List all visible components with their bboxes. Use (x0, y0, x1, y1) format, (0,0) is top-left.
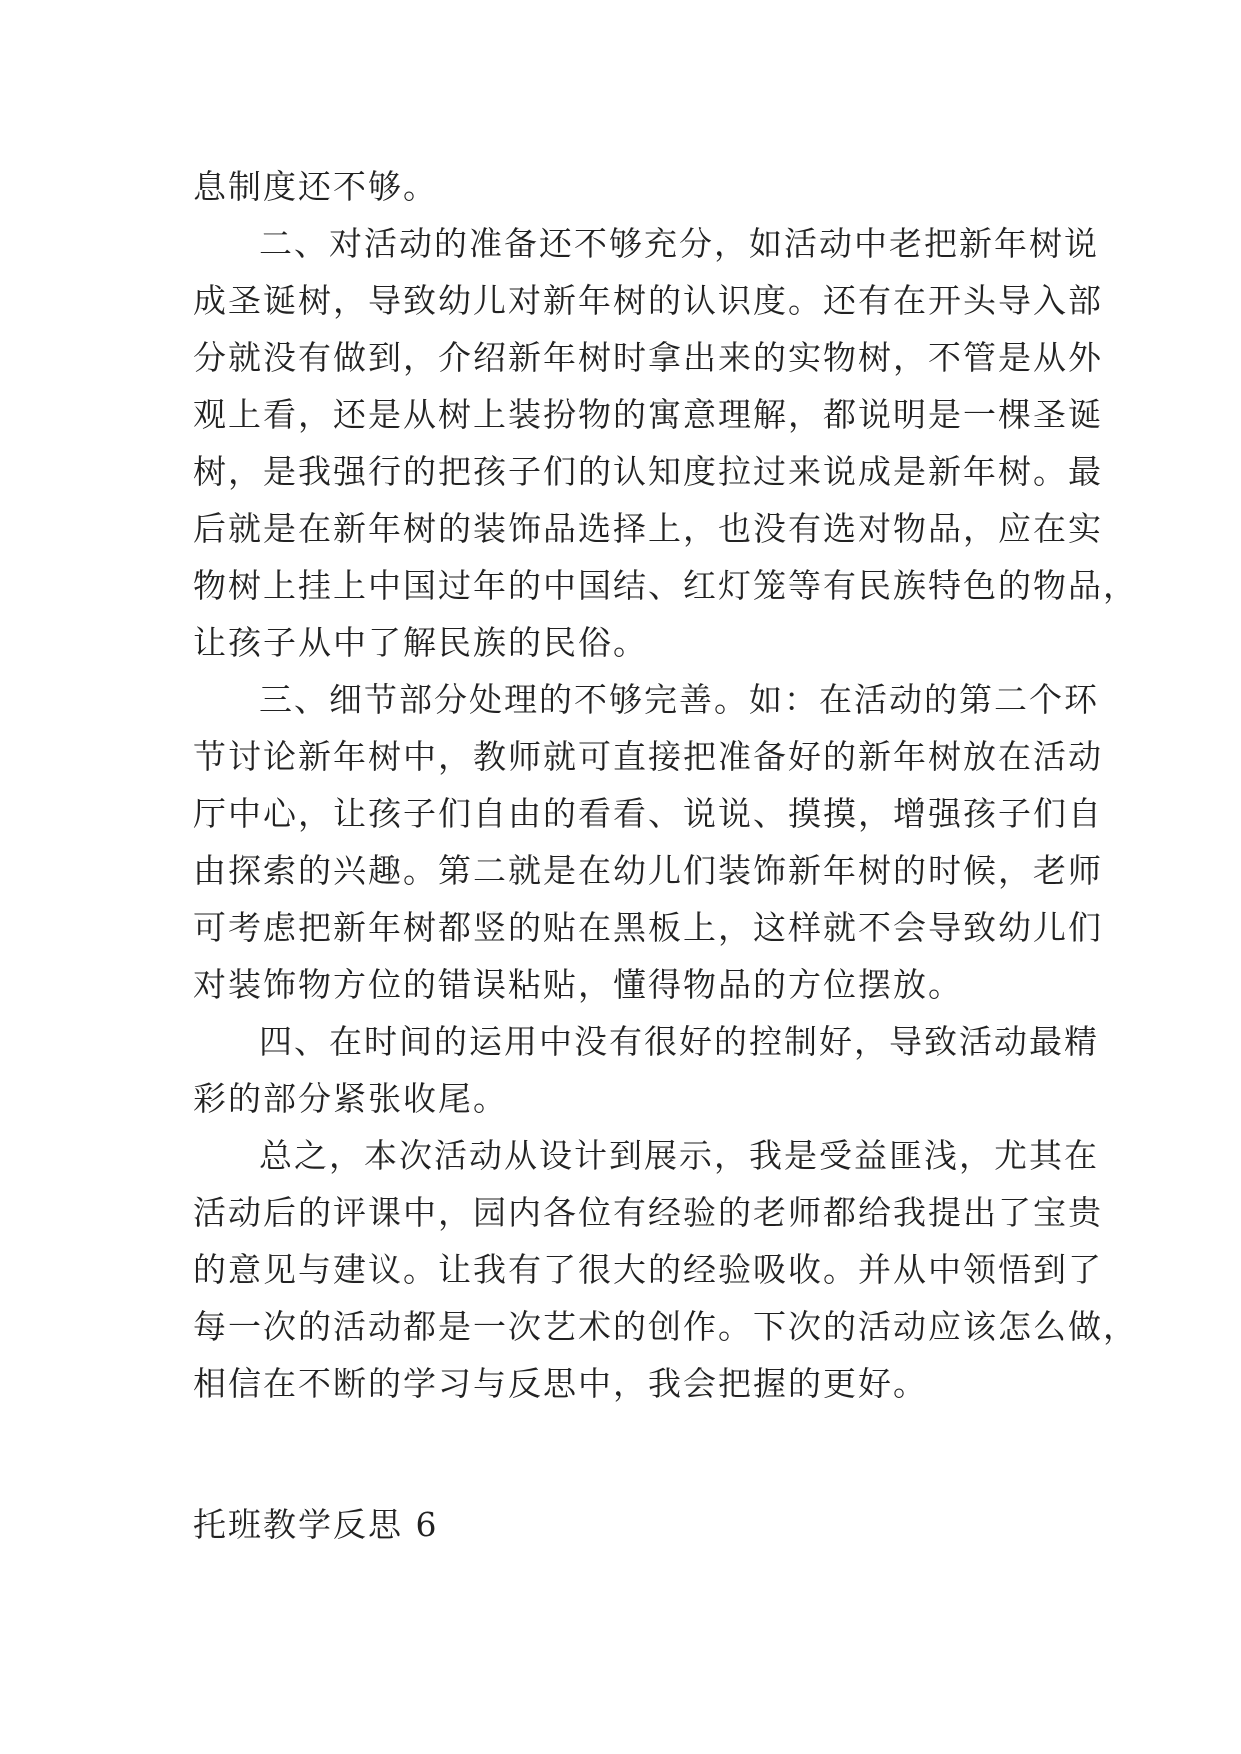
text-line: 节讨论新年树中，教师就可直接把准备好的新年树放在活动 (193, 737, 1103, 776)
text-line: 后就是在新年树的装饰品选择上，也没有选对物品，应在实 (193, 509, 1103, 548)
text-line: 树，是我强行的把孩子们的认知度拉过来说成是新年树。最 (193, 452, 1103, 491)
text-line: 对装饰物方位的错误粘贴，懂得物品的方位摆放。 (193, 965, 963, 1004)
text-line: 可考虑把新年树都竖的贴在黑板上，这样就不会导致幼儿们 (193, 908, 1103, 947)
text-line: 分就没有做到，介绍新年树时拿出来的实物树，不管是从外 (193, 338, 1103, 377)
text-line: 让孩子从中了解民族的民俗。 (193, 623, 648, 662)
text-line: 观上看，还是从树上装扮物的寓意理解，都说明是一棵圣诞 (193, 395, 1103, 434)
paragraph-2-line: 二、对活动的准备还不够充分，如活动中老把新年树说 (259, 224, 1099, 263)
paragraph-3-line: 三、细节部分处理的不够完善。如：在活动的第二个环 (259, 680, 1099, 719)
paragraph-5-line: 总之，本次活动从设计到展示，我是受益匪浅，尤其在 (259, 1136, 1099, 1175)
text-line: 由探索的兴趣。第二就是在幼儿们装饰新年树的时候，老师 (193, 851, 1103, 890)
paragraph-4-line: 四、在时间的运用中没有很好的控制好，导致活动最精 (259, 1022, 1099, 1061)
text-line: 厅中心，让孩子们自由的看看、说说、摸摸，增强孩子们自 (193, 794, 1103, 833)
text-line: 彩的部分紧张收尾。 (193, 1079, 508, 1118)
text-line: 活动后的评课中，园内各位有经验的老师都给我提出了宝贵 (193, 1193, 1103, 1232)
text-line: 的意见与建议。让我有了很大的经验吸收。并从中领悟到了 (193, 1250, 1103, 1289)
text-line: 每一次的活动都是一次艺术的创作。下次的活动应该怎么做， (193, 1307, 1138, 1346)
body-text (193, 158, 1138, 1412)
text-line: 成圣诞树，导致幼儿对新年树的认识度。还有在开头导入部 (193, 281, 1103, 320)
text-line: 息制度还不够。 (193, 167, 438, 206)
text-line: 相信在不断的学习与反思中，我会把握的更好。 (193, 1364, 928, 1403)
section-heading: 托班教学反思 6 (193, 1505, 439, 1544)
text-line: 物树上挂上中国过年的中国结、红灯笼等有民族特色的物品， (193, 566, 1138, 605)
